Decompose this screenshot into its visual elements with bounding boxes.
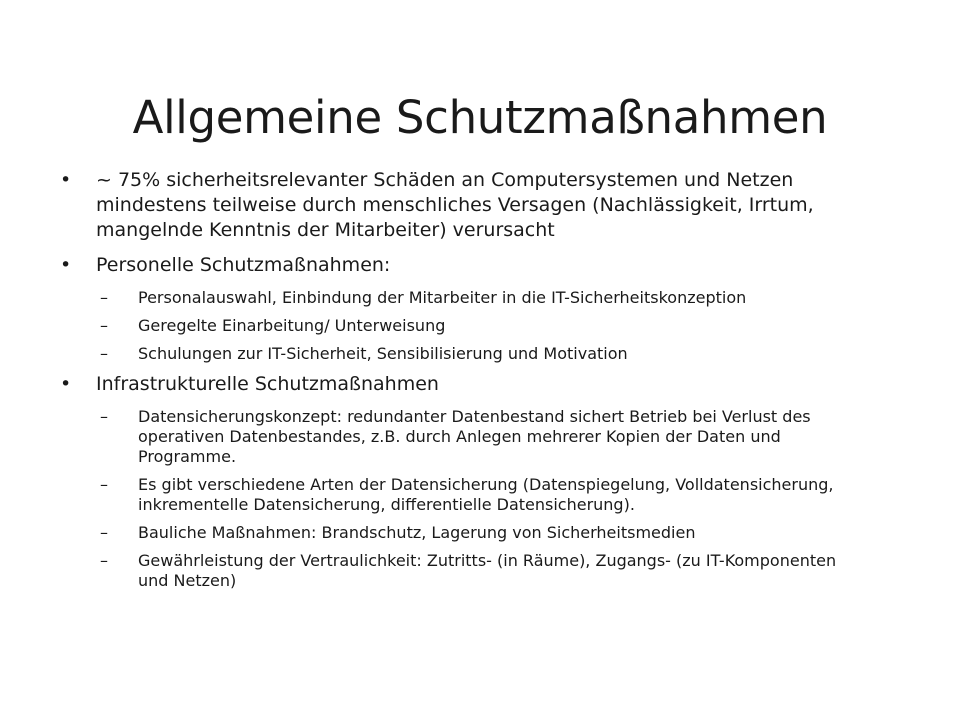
bullet-marker: • — [60, 254, 72, 276]
bullet-item — [60, 168, 850, 243]
sub-bullet-item — [60, 407, 850, 467]
bullet-text: Personelle Schutzmaßnahmen: — [96, 254, 391, 276]
dash-marker: – — [100, 523, 108, 542]
slide-content — [60, 168, 850, 599]
sub-bullet-text: Gewährleistung der Vertraulichkeit: Zutritts- (in Räume), Zugangs- (zu IT-Komponenten und Netzen) — [138, 551, 837, 590]
sub-bullet-text: Personalauswahl, Einbindung der Mitarbeiter in die IT-Sicherheitskonzeption — [138, 288, 747, 307]
sub-bullet-item — [60, 316, 850, 336]
sub-bullet-item — [60, 523, 850, 543]
sub-bullet-text: Bauliche Maßnahmen: Brandschutz, Lagerung von Sicherheitsmedien — [138, 523, 696, 542]
sub-bullet-item — [60, 551, 850, 591]
sub-list — [60, 407, 850, 591]
sub-bullet-text: Es gibt verschiedene Arten der Datensicherung (Datenspiegelung, Volldatensicherung, inkrementelle Datensicherung, differentielle Datensicherung). — [138, 475, 834, 514]
sub-bullet-item — [60, 475, 850, 515]
sub-bullet-item — [60, 288, 850, 308]
sub-bullet-text: Geregelte Einarbeitung/ Unterweisung — [138, 316, 446, 335]
bullet-text: Infrastrukturelle Schutzmaßnahmen — [96, 373, 439, 395]
slide-title: Allgemeine Schutzmaßnahmen — [132, 91, 828, 145]
dash-marker: – — [100, 407, 108, 426]
bullet-marker: • — [60, 169, 72, 191]
dash-marker: – — [100, 288, 108, 307]
bullet-item — [60, 253, 850, 278]
dash-marker: – — [100, 344, 108, 363]
sub-bullet-text: Datensicherungskonzept: redundanter Datenbestand sichert Betrieb bei Verlust des operativen Datenbestandes, z.B. durch Anlegen mehrerer Kopien der Daten und Programme. — [138, 407, 811, 466]
bullet-marker: • — [60, 373, 72, 395]
dash-marker: – — [100, 475, 108, 494]
sub-list — [60, 288, 850, 364]
bullet-item — [60, 372, 850, 397]
sub-bullet-item — [60, 344, 850, 364]
dash-marker: – — [100, 551, 108, 570]
sub-bullet-text: Schulungen zur IT-Sicherheit, Sensibilisierung und Motivation — [138, 344, 628, 363]
bullet-text: ~ 75% sicherheitsrelevanter Schäden an Computersystemen und Netzen mindestens teilweise durch menschliches Versagen (Nachlässigkeit, Irrtum, mangelnde Kenntnis der Mitarbeiter) verursacht — [96, 169, 814, 241]
dash-marker: – — [100, 316, 108, 335]
